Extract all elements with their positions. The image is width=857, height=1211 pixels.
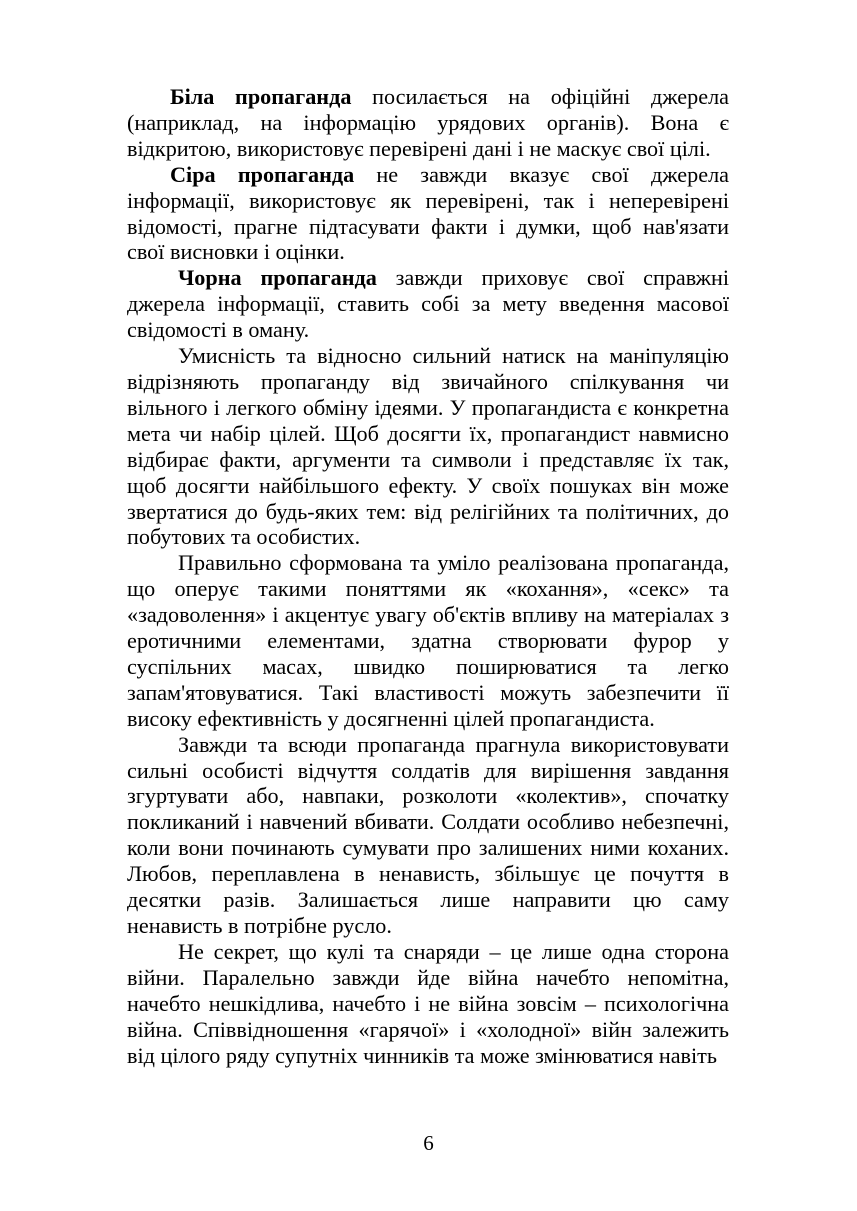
paragraph-grey-propaganda <box>127 162 729 266</box>
paragraph-soldiers-feelings <box>127 732 729 939</box>
page-body <box>127 84 729 1068</box>
paragraph-black-propaganda <box>127 265 729 343</box>
paragraph-text: Завжди та всюди пропаганда прагнула використовувати сильні особисті відчуття солдатів для вирішення завдання згуртувати або, навпаки, розколоти «колектив», спочатку покликаний і навчений вбивати. Солдати особливо небезпечні, коли вони починають сумувати про залишених ними коханих. Любов, переплавлена в ненависть, збільшує це почуття в десятки разів. Залишається лише направити цю саму ненависть в потрібне русло. <box>127 731 729 938</box>
page-number: 6 <box>423 1131 434 1155</box>
paragraph-text: посилається на офіційні джерела (наприклад, на інформацію урядових органів). Вона є відкритою, використовує перевірені дані і не маскує свої цілі. <box>127 84 729 161</box>
term-grey-propaganda: Сіра пропаганда <box>170 161 355 187</box>
paragraph-psychological-war <box>127 939 729 1069</box>
paragraph-text: Умисність та відносно сильний натиск на маніпуляцію відрізняють пропаганду від звичайного спілкування чи вільного і легкого обміну ідеями. У пропагандиста є конкретна мета чи набір цілей. Щоб досягти їх, пропагандист навмисно відбирає факти, аргументи та символи і представляє їх так, щоб досягти найбільшого ефекту. У своїх пошуках він може звертатися до будь-яких тем: від релігійних та політичних, до побутових та особистих. <box>127 343 729 550</box>
term-black-propaganda: Чорна пропаганда <box>178 265 377 291</box>
paragraph-erotic-propaganda <box>127 550 729 731</box>
paragraph-text: завжди приховує свої справжні джерела інформації, ставить собі за мету введення масової свідомості в оману. <box>127 265 729 343</box>
paragraph-text: Правильно сформована та уміло реалізована пропаганда, що оперує такими поняттями як «кохання», «секс» та «задоволення» і акцентує увагу об'єктів впливу на матеріалах з еротичними елементами, здатна створювати фурор у суспільних масах, швидко поширюватися та легко запам'ятовуватися. Такі властивості можуть забезпечити її високу ефективність у досягненні цілей пропагандиста. <box>127 550 729 731</box>
paragraph-text: не завжди вказує свої джерела інформації, використовує як перевірені, так і неперевірені відомості, прагне підтасувати факти і думки, щоб нав'язати свої висновки і оцінки. <box>127 161 729 265</box>
paragraph-intentionality <box>127 343 729 550</box>
paragraph-white-propaganda <box>127 84 729 162</box>
paragraph-text: Не секрет, що кулі та снаряди – це лише одна сторона війни. Паралельно завжди йде війна начебто непомітна, начебто нешкідлива, начебто і не війна зовсім – психологічна війна. Співвідношення «гарячої» і «холодної» війн залежить від цілого ряду супутніх чинників та може змінюватися навіть <box>127 938 729 1068</box>
term-white-propaganda: Біла пропаганда <box>170 84 352 109</box>
